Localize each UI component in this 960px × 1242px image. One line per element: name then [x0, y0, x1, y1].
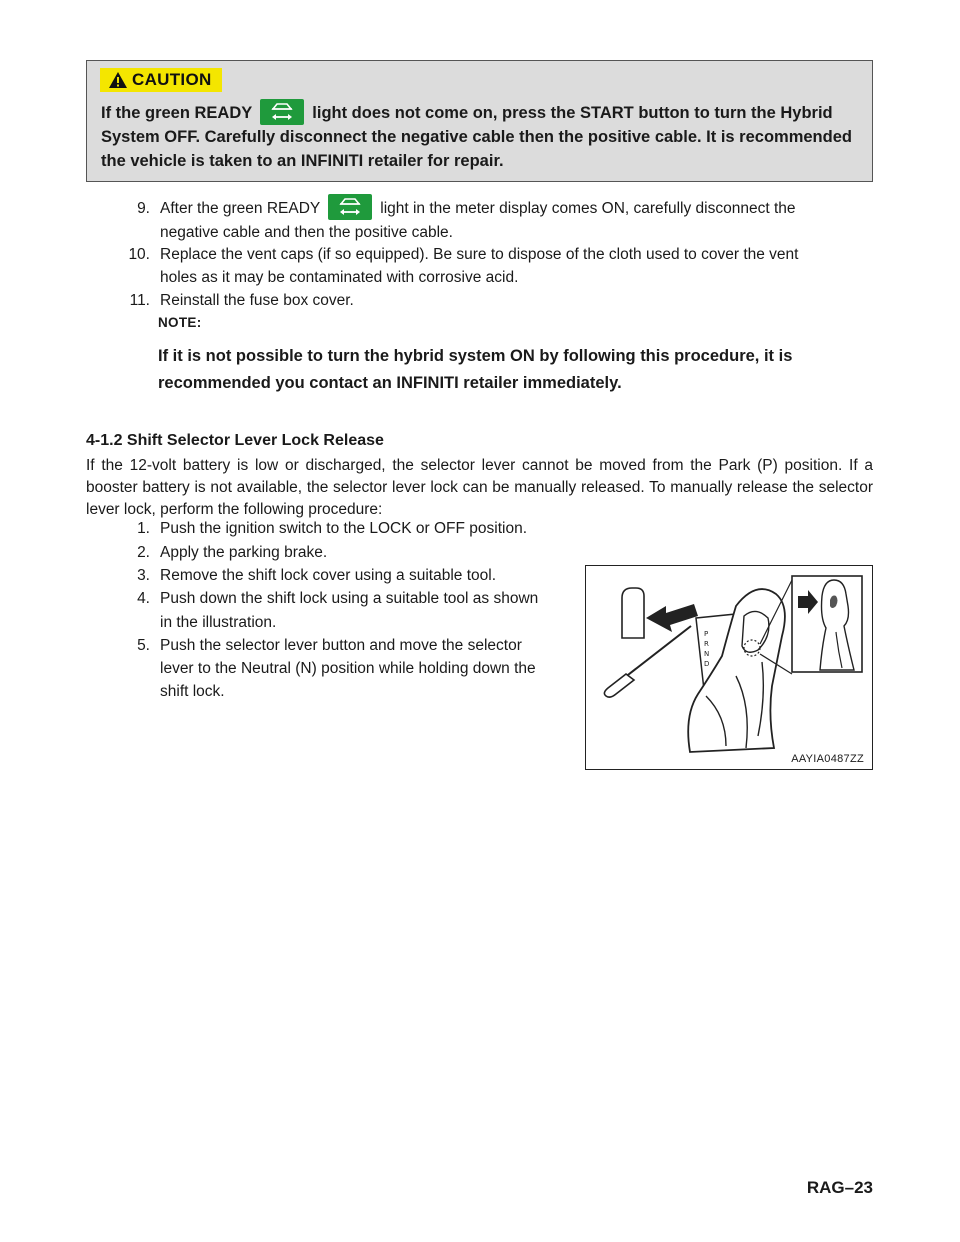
caution-text	[101, 101, 861, 173]
step-text: Replace the vent caps (if so equipped). Be sure to dispose of the cloth used to cover the vent	[160, 246, 799, 263]
note-line-2: recommended you contact an INFINITI retailer immediately.	[158, 374, 622, 392]
step-number: 5.	[137, 637, 150, 654]
note-line-1: If it is not possible to turn the hybrid system ON by following this procedure, it is	[158, 347, 793, 365]
step-text: Push the ignition switch to the LOCK or OFF position.	[160, 520, 528, 537]
note-text	[158, 343, 858, 397]
shift-lock-figure	[585, 565, 873, 770]
figure-caption: AAYIA0487ZZ	[791, 753, 864, 765]
caution-text-start: If the green READY	[101, 104, 253, 122]
step-number: 2.	[137, 544, 150, 561]
caution-box	[86, 60, 873, 182]
step-text: Remove the shift lock cover using a suitable tool.	[160, 567, 497, 584]
step-text-line2: holes as it may be contaminated with corrosive acid.	[160, 269, 519, 286]
step-text-line2: in the illustration.	[160, 614, 277, 631]
section-intro: If the 12-volt battery is low or discharged, the selector lever cannot be moved from the Park (P) position. If a booster battery is not available, the selector lever lock can be manually released. To manually release the selector lever lock, perform the following procedure:	[86, 457, 873, 518]
caution-badge	[100, 68, 222, 92]
step-number: 10.	[128, 246, 150, 263]
warning-icon	[108, 71, 128, 89]
ready-indicator-icon	[328, 194, 372, 220]
ready-indicator-icon	[260, 99, 304, 125]
step-number: 1.	[137, 520, 150, 537]
step-text-rest: light in the meter display comes ON, carefully disconnect the	[380, 200, 796, 217]
step-text: Reinstall the fuse box cover.	[160, 292, 354, 309]
page-number: RAG–23	[806, 1178, 873, 1197]
step-number: 4.	[137, 590, 150, 607]
step-number: 9.	[137, 200, 150, 217]
step-text	[160, 197, 796, 220]
caution-label: CAUTION	[132, 70, 212, 89]
step-text-start: After the green READY	[160, 200, 321, 217]
step-text: Push the selector lever button and move the selector	[160, 637, 522, 654]
step-text-line2: negative cable and then the positive cable.	[160, 224, 453, 241]
step-text-line2: lever to the Neutral (N) position while holding down the	[160, 660, 536, 677]
svg-text:N: N	[704, 650, 710, 658]
section-heading: 4-1.2 Shift Selector Lever Lock Release	[86, 432, 384, 449]
step-number: 11.	[129, 292, 150, 309]
step-number: 3.	[137, 567, 150, 584]
svg-text:P: P	[704, 630, 709, 638]
note-label: NOTE:	[158, 315, 202, 330]
step-text: Push down the shift lock using a suitable tool as shown	[160, 590, 539, 607]
svg-text:D: D	[704, 660, 710, 668]
step-text: Apply the parking brake.	[160, 544, 328, 561]
caution-text-rest: light does not come on, press the START button to turn the Hybrid System OFF. Carefully disconnect the negative cable then the positive cable. It is recommended the vehicle is taken to an INFINITI retailer for repair.	[101, 104, 852, 170]
svg-text:R: R	[704, 640, 709, 648]
shift-lock-illustration-icon	[586, 566, 872, 769]
step-text-line3: shift lock.	[160, 683, 225, 700]
